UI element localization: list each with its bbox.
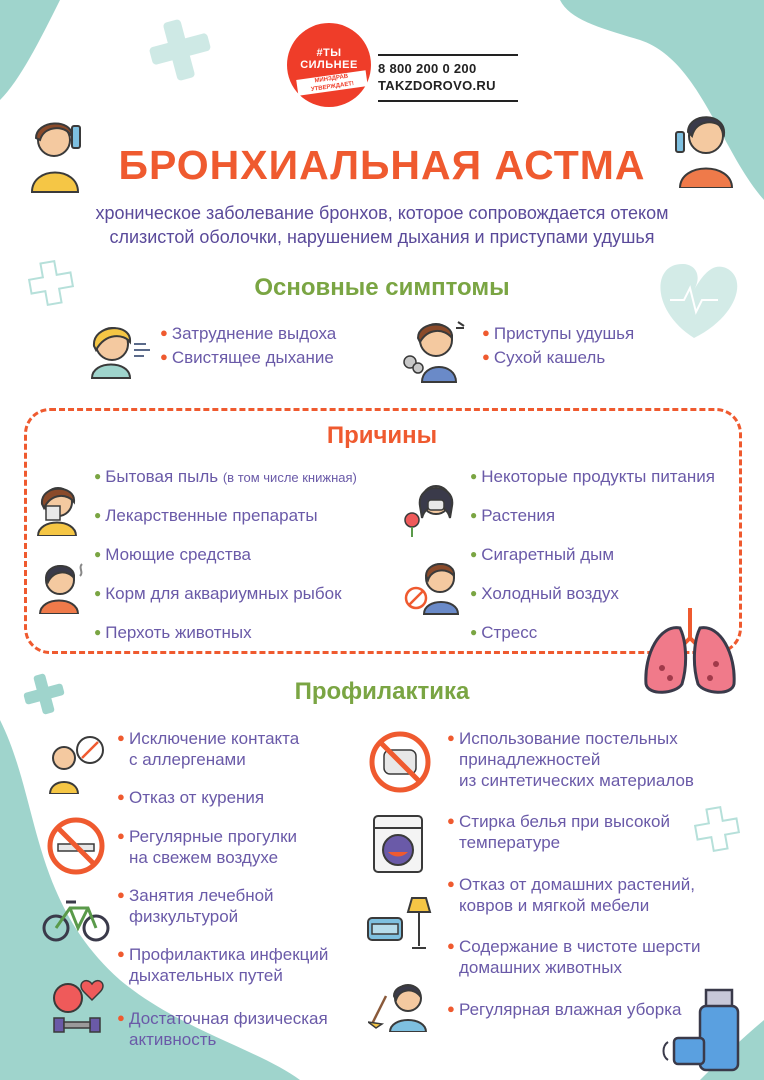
- phone-number: 8 800 200 0 200: [378, 61, 477, 76]
- man-smoke-icon: [34, 556, 90, 614]
- no-feather-pillow-icon: [368, 730, 432, 794]
- bullet-icon: ●: [470, 547, 478, 561]
- symptom-item: ● Свистящее дыхание: [160, 348, 334, 367]
- bullet-icon: ●: [94, 586, 102, 600]
- man-cleaning-icon: [368, 976, 432, 1032]
- causes-title: Причины: [326, 422, 438, 449]
- prevention-item: ● Стирка белья при высокой температуре: [447, 812, 670, 852]
- bullet-icon: ●: [94, 469, 102, 483]
- prevention-item: ● Содержание в чистоте шерсти домашних животных: [447, 937, 701, 977]
- bullet-icon: ●: [160, 349, 168, 364]
- cause-item: ● Стресс: [470, 623, 538, 642]
- bullet-icon: ●: [447, 730, 455, 745]
- woman-mask-flower-icon: [402, 478, 462, 538]
- man-coughing-icon: [400, 314, 470, 384]
- bullet-icon: ●: [447, 938, 455, 953]
- prevention-item: ● Профилактика инфекций дыхательных путей: [117, 945, 329, 985]
- brand-logo: #ТЫ СИЛЬНЕЕ МИНЗДРАВ УТВЕРЖДАЕТ!: [287, 23, 371, 107]
- bullet-icon: ●: [94, 547, 102, 561]
- plus-icon: [149, 19, 212, 82]
- cause-item: ● Бытовая пыль (в том числе книжная): [94, 467, 357, 486]
- bullet-icon: ●: [117, 887, 125, 902]
- armchair-lamp-icon: [364, 894, 434, 954]
- bullet-icon: ●: [447, 813, 455, 828]
- cause-item: ● Лекарственные препараты: [94, 506, 318, 525]
- prevention-item: ● Исключение контакта с аллергенами: [117, 729, 300, 769]
- woman-sneezing-icon: [32, 478, 88, 536]
- bullet-icon: ●: [482, 325, 490, 340]
- bullet-icon: ●: [470, 469, 478, 483]
- prevention-item: ● Использование постельных принадлежностей из синтетических материалов: [447, 729, 694, 790]
- bullet-icon: ●: [117, 1010, 125, 1025]
- apple-dumbbell-icon: [48, 974, 110, 1034]
- symptom-item: ● Приступы удушья: [482, 324, 635, 343]
- inhaler-icon: [660, 988, 750, 1074]
- man-allergen-icon: [46, 734, 106, 794]
- cause-item: ● Перхоть животных: [94, 623, 252, 642]
- prevention-item: ● Регулярная влажная уборка: [447, 1000, 682, 1019]
- cause-item: ● Некоторые продукты питания: [470, 467, 715, 486]
- prevention-item: ● Отказ от курения: [117, 788, 265, 807]
- bullet-icon: ●: [470, 586, 478, 600]
- prevention-item: ● Достаточная физическая активность: [117, 1009, 328, 1049]
- bullet-icon: ●: [94, 508, 102, 522]
- bullet-icon: ●: [160, 325, 168, 340]
- cause-item: ● Сигаретный дым: [470, 545, 615, 564]
- bicycle-icon: [42, 894, 112, 944]
- bullet-icon: ●: [117, 789, 125, 804]
- cause-item: ● Растения: [470, 506, 556, 525]
- bullet-icon: ●: [482, 349, 490, 364]
- symptom-item: ● Сухой кашель: [482, 348, 606, 367]
- bullet-icon: ●: [94, 625, 102, 639]
- bullet-icon: ●: [470, 508, 478, 522]
- bullet-icon: ●: [117, 946, 125, 961]
- symptoms-title: Основные симптомы: [254, 274, 510, 301]
- washing-machine-icon: [372, 814, 426, 876]
- no-smoking-icon: [46, 816, 106, 876]
- page-title: БРОНХИАЛЬНАЯ АСТМА: [118, 142, 646, 188]
- boy-cold-icon: [402, 556, 462, 616]
- contact-block: [378, 54, 518, 102]
- cause-item: ● Моющие средства: [94, 545, 252, 564]
- woman-breathing-icon: [84, 316, 154, 380]
- bullet-icon: ●: [117, 828, 125, 843]
- prevention-item: ● Регулярные прогулки на свежем воздухе: [117, 827, 298, 867]
- page-subtitle: хроническое заболевание бронхов, которое сопровождается отеком слизистой оболочки, нарушением дыхания и приступами удушья: [95, 203, 669, 247]
- cause-item: ● Корм для аквариумных рыбок: [94, 584, 342, 603]
- website-link[interactable]: TAKZDOROVO.RU: [378, 78, 496, 93]
- symptom-item: ● Затруднение выдоха: [160, 324, 337, 343]
- prevention-item: ● Отказ от домашних растений, ковров и мягкой мебели: [447, 875, 696, 915]
- bullet-icon: ●: [117, 730, 125, 745]
- bullet-icon: ●: [447, 1001, 455, 1016]
- prevention-item: ● Занятия лечебной физкультурой: [117, 886, 274, 926]
- cause-item: ● Холодный воздух: [470, 584, 619, 603]
- bullet-icon: ●: [470, 625, 478, 639]
- bullet-icon: ●: [447, 876, 455, 891]
- prevention-title: Профилактика: [294, 678, 470, 705]
